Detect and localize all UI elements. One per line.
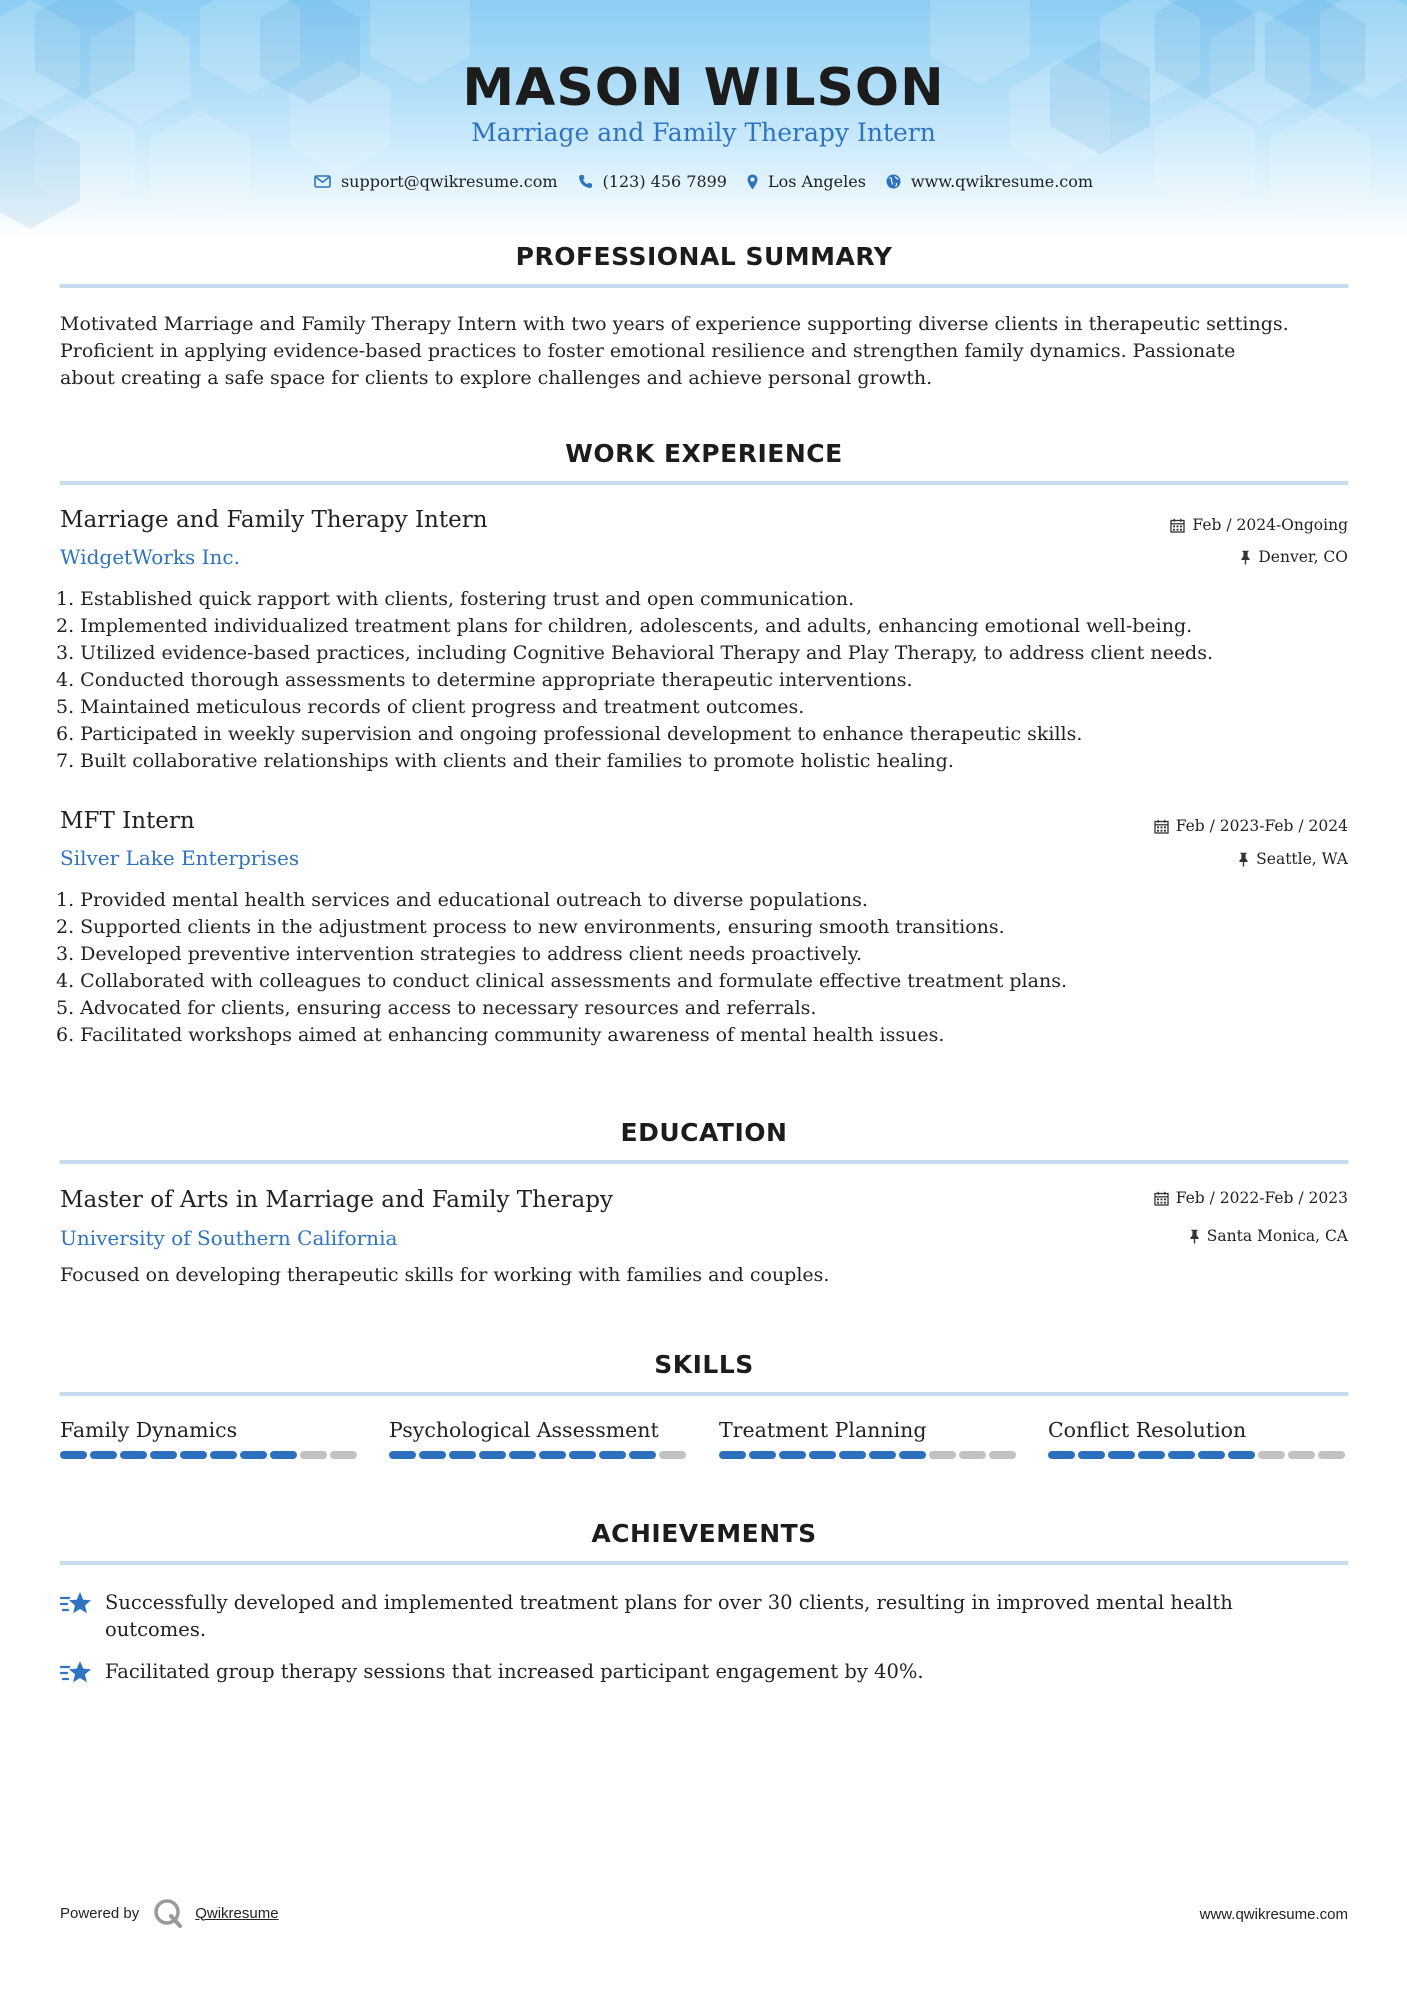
summary-divider [60,284,1348,288]
skill-rating-segment [509,1451,536,1459]
skill-item [719,1418,1019,1459]
skill-rating-segment [1108,1451,1135,1459]
pushpin-icon [1189,1229,1200,1244]
company-name: Silver Lake Enterprises [60,846,300,870]
summary-line: Proficient in applying evidence-based practices to foster emotional resilience and strengthen family dynamics. Passionate [60,340,1236,362]
job-dates [1154,817,1348,835]
education-dates-text: Feb / 2022-Feb / 2023 [1175,1189,1348,1207]
skill-rating-segment [1048,1451,1075,1459]
job-title: MFT Intern [60,808,195,834]
skill-rating-segment [240,1451,267,1459]
skill-name: Psychological Assessment [389,1418,659,1442]
summary-heading: PROFESSIONAL SUMMARY [515,242,893,271]
skill-rating-segment [449,1451,476,1459]
job-duties-list [56,586,1356,775]
achievement-item [60,1658,1350,1687]
calendar-icon [1154,819,1169,834]
achievement-line: outcomes. [105,1618,207,1641]
education-heading: EDUCATION [620,1118,788,1147]
achievement-text [105,1589,1233,1643]
skill-rating-segment [749,1451,776,1459]
phone-text: (123) 456 7899 [602,172,727,191]
pushpin-icon [1240,550,1251,565]
skills-divider [60,1392,1348,1396]
skill-rating-segment [929,1451,956,1459]
skill-rating-segment [1228,1451,1255,1459]
skill-rating-segment [120,1451,147,1459]
skill-rating-segment [180,1451,207,1459]
calendar-icon [1170,518,1185,533]
skill-name: Family Dynamics [60,1418,238,1442]
list-item: 7. Built collaborative relationships with clients and their families to promote holistic healing. [56,750,954,772]
summary-line: Motivated Marriage and Family Therapy Intern with two years of experience supporting diverse clients in therapeutic settings. [60,313,1289,335]
contact-email[interactable] [314,172,558,191]
skill-rating-segment [90,1451,117,1459]
footer-powered-by [60,1898,279,1928]
education-location [1189,1227,1348,1245]
skill-rating [719,1451,1019,1459]
skill-rating-segment [1168,1451,1195,1459]
achievements-divider [60,1561,1348,1565]
list-item: 6. Participated in weekly supervision and ongoing professional development to enhance therapeutic skills. [56,723,1083,745]
skill-rating-segment [719,1451,746,1459]
envelope-icon [314,175,331,188]
job-location [1238,850,1348,868]
achievement-item [60,1589,1350,1643]
achievement-line: Successfully developed and implemented treatment plans for over 30 clients, resulting in improved mental health [105,1591,1233,1614]
skill-rating-segment [1138,1451,1165,1459]
skills-heading: SKILLS [654,1350,754,1379]
contact-phone[interactable] [578,172,727,191]
school-name: University of Southern California [60,1226,398,1250]
brand-link[interactable]: Qwikresume [195,1904,279,1922]
achievement-text [105,1658,924,1685]
skill-rating [60,1451,360,1459]
skill-rating-segment [1078,1451,1105,1459]
skill-item [1048,1418,1348,1459]
experience-divider [60,481,1348,485]
skill-rating-segment [150,1451,177,1459]
list-item: 1. Provided mental health services and educational outreach to diverse populations. [56,889,868,911]
skill-rating-segment [779,1451,806,1459]
skill-rating-segment [899,1451,926,1459]
job-location-text: Denver, CO [1258,548,1348,566]
list-item: 4. Collaborated with colleagues to conduct clinical assessments and formulate effective treatment plans. [56,970,1067,992]
degree-title: Master of Arts in Marriage and Family Therapy [60,1187,613,1213]
list-item: 4. Conducted thorough assessments to determine appropriate therapeutic interventions. [56,669,913,691]
footer-website-link[interactable]: www.qwikresume.com [1199,1906,1348,1923]
skill-rating-segment [599,1451,626,1459]
skill-rating-segment [1318,1451,1345,1459]
job-location [1240,548,1348,566]
skill-item [60,1418,360,1459]
contact-location [747,172,866,191]
skill-name: Treatment Planning [719,1418,927,1442]
skill-rating [389,1451,689,1459]
skill-rating-segment [1258,1451,1285,1459]
contact-bar [0,172,1407,191]
star-icon [60,1659,92,1687]
skill-rating-segment [869,1451,896,1459]
skill-rating-segment [809,1451,836,1459]
skill-rating-segment [210,1451,237,1459]
email-text: support@qwikresume.com [340,172,558,191]
list-item: 5. Advocated for clients, ensuring access to necessary resources and referrals. [56,997,817,1019]
job-dates-text: Feb / 2023-Feb / 2024 [1175,817,1348,835]
skill-rating-segment [389,1451,416,1459]
skill-rating-segment [1198,1451,1225,1459]
contact-website[interactable] [886,172,1093,191]
calendar-icon [1154,1191,1169,1206]
skill-rating [1048,1451,1348,1459]
list-item: 6. Facilitated workshops aimed at enhancing community awareness of mental health issues. [56,1024,945,1046]
company-name: WidgetWorks Inc. [60,545,240,569]
skill-rating-segment [539,1451,566,1459]
skill-rating-segment [479,1451,506,1459]
phone-icon [578,174,593,189]
list-item: 2. Implemented individualized treatment plans for children, adolescents, and adults, enhancing emotional well-being. [56,615,1193,637]
summary-line: about creating a safe space for clients to explore challenges and achieve personal growth. [60,367,933,389]
map-pin-icon [747,174,758,190]
job-title: Marriage and Family Therapy Intern [60,507,488,533]
skill-rating-segment [629,1451,656,1459]
skill-rating-segment [1288,1451,1315,1459]
skill-rating-segment [659,1451,686,1459]
globe-icon [886,174,901,189]
job-duties-list [56,887,1356,1049]
location-text: Los Angeles [767,172,866,191]
skill-rating-segment [569,1451,596,1459]
star-icon [60,1590,92,1618]
job-dates [1170,516,1348,534]
summary-text [60,311,1350,392]
education-dates [1154,1189,1348,1207]
pushpin-icon [1238,852,1249,867]
skill-rating-segment [989,1451,1016,1459]
qwikresume-logo-icon [153,1898,183,1928]
achievement-line: Facilitated group therapy sessions that increased participant engagement by 40%. [105,1660,924,1683]
list-item: 5. Maintained meticulous records of client progress and treatment outcomes. [56,696,805,718]
education-description: Focused on developing therapeutic skills for working with families and couples. [60,1264,830,1286]
skill-rating-segment [330,1451,357,1459]
powered-by-label: Powered by [60,1904,140,1922]
list-item: 2. Supported clients in the adjustment process to new environments, ensuring smooth transitions. [56,916,1005,938]
list-item: 3. Developed preventive intervention strategies to address client needs proactively. [56,943,862,965]
candidate-name: MASON WILSON [462,58,945,118]
skill-rating-segment [300,1451,327,1459]
candidate-title: Marriage and Family Therapy Intern [471,118,936,147]
skill-rating-segment [959,1451,986,1459]
skill-rating-segment [60,1451,87,1459]
list-item: 1. Established quick rapport with clients, fostering trust and open communication. [56,588,855,610]
skill-item [389,1418,689,1459]
skill-rating-segment [419,1451,446,1459]
skill-rating-segment [270,1451,297,1459]
list-item: 3. Utilized evidence-based practices, including Cognitive Behavioral Therapy and Play Therapy, to address client needs. [56,642,1214,664]
education-location-text: Santa Monica, CA [1206,1227,1348,1245]
website-text: www.qwikresume.com [910,172,1094,191]
job-location-text: Seattle, WA [1256,850,1348,868]
job-dates-text: Feb / 2024-Ongoing [1192,516,1348,534]
skill-rating-segment [839,1451,866,1459]
experience-heading: WORK EXPERIENCE [565,439,843,468]
achievements-heading: ACHIEVEMENTS [591,1519,817,1548]
skill-name: Conflict Resolution [1048,1418,1247,1442]
education-divider [60,1160,1348,1164]
